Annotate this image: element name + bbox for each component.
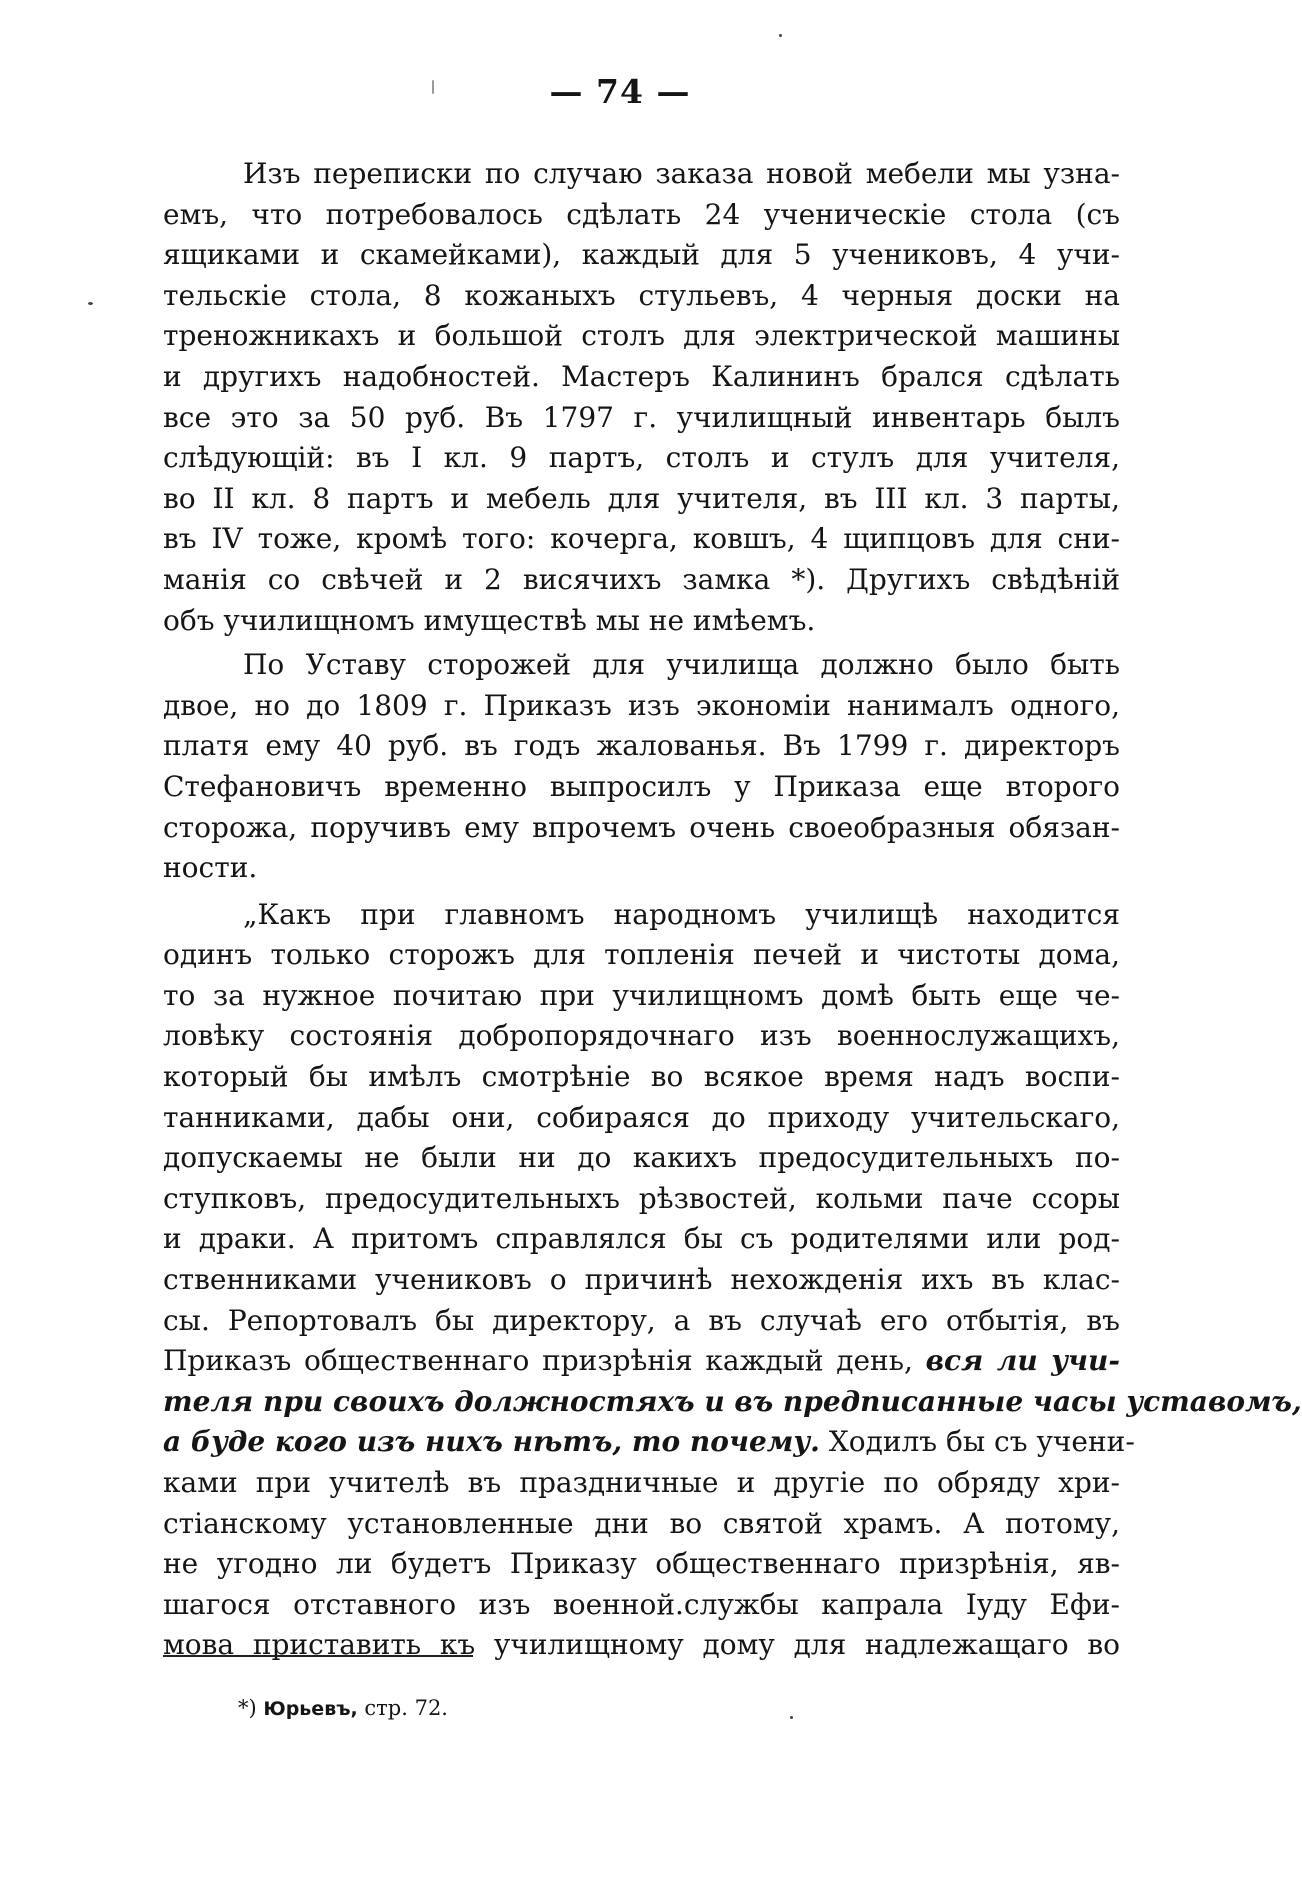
text-line: то за нужное почитаю при училищномъ домѣ быть еще че- xyxy=(163,978,1120,1012)
text-line: двое, но до 1809 г. Приказъ изъ экономіи нанималъ одного, xyxy=(163,688,1120,722)
text-line: сторожа, поручивъ ему впрочемъ очень своеобразныя обязан- xyxy=(163,810,1120,844)
text-line: который бы имѣлъ смотрѣніе во всякое время надъ воспи- xyxy=(163,1060,1120,1094)
footnote-reference: стр. 72. xyxy=(364,1696,448,1720)
text-line: ности. xyxy=(163,851,258,885)
scan-speck xyxy=(779,34,782,37)
footnote xyxy=(238,1696,448,1720)
text-line: ками при учителѣ въ праздничные и другіе по обряду хри- xyxy=(163,1466,1120,1499)
text-line: треножникахъ и большой столъ для электрической машины xyxy=(163,319,1120,353)
text-line: По Уставу сторожей для училища должно было быть xyxy=(243,648,1120,682)
text-line: допускаемы не были ни до какихъ предосудительныхъ по- xyxy=(163,1141,1120,1175)
text-line: и другихъ надобностей. Мастеръ Калининъ брался сдѣлать xyxy=(163,359,1120,393)
emphasized-text: теля при своихъ должностяхъ и въ предписанные часы уставомъ, xyxy=(163,1384,1302,1418)
text-line: Стефановичъ временно выпросилъ у Приказа еще второго xyxy=(163,769,1120,803)
text-segment: Ходилъ бы съ учени- xyxy=(828,1425,1135,1459)
text-line-mixed xyxy=(163,1341,1120,1382)
text-line: Изъ переписки по случаю заказа новой мебели мы узна- xyxy=(243,157,1120,190)
emphasized-text: вся ли учи- xyxy=(925,1344,1121,1378)
text-line: не угодно ли будетъ Приказу общественнаго призрѣнія, яв- xyxy=(163,1547,1120,1581)
text-line: „Какъ при главномъ народномъ училищѣ находится xyxy=(243,897,1120,931)
scan-speck xyxy=(790,1716,793,1719)
scan-speck xyxy=(88,302,93,305)
text-segment: Приказъ общественнаго призрѣнія каждый день, xyxy=(163,1344,913,1378)
text-line: объ училищномъ имуществѣ мы не имѣемъ. xyxy=(163,603,816,637)
text-line: одинъ только сторожъ для топленія печей и чистоты дома, xyxy=(163,938,1120,972)
text-line: слѣдующій: въ I кл. 9 партъ, столъ и стулъ для учителя, xyxy=(163,441,1120,475)
text-line: емъ, что потребовалось сдѣлать 24 ученическіе стола (съ xyxy=(163,197,1120,231)
text-line: въ IV тоже, кромѣ того: кочерга, ковшъ, 4 щипцовъ для сни- xyxy=(163,522,1120,556)
text-line: мова приставить къ училищному дому для надлежащаго во xyxy=(163,1628,1120,1662)
text-line: ящиками и скамейками), каждый для 5 учениковъ, 4 учи- xyxy=(163,238,1120,272)
body-text xyxy=(163,154,1302,1666)
text-line: ственниками учениковъ о причинѣ нехожденія ихъ въ клас- xyxy=(163,1263,1120,1297)
text-line: платя ему 40 руб. въ годъ жалованья. Въ 1799 г. директоръ xyxy=(163,729,1120,763)
text-line-mixed xyxy=(163,1422,1135,1463)
text-line: стіанскому установленные дни во святой храмъ. А потому, xyxy=(163,1506,1120,1540)
text-line: ступковъ, предосудительныхъ рѣзвостей, кольми паче ссоры xyxy=(163,1181,1120,1215)
text-line: шагося отставного изъ военной.службы капрала Іуду Ефи- xyxy=(163,1587,1120,1621)
text-line: сы. Репортовалъ бы директору, а въ случаѣ его отбытія, въ xyxy=(163,1303,1120,1337)
footnote-author: Юрьевъ, xyxy=(263,1698,358,1720)
scan-speck xyxy=(432,80,434,94)
text-line: тельскіе стола, 8 кожаныхъ стульевъ, 4 черныя доски на xyxy=(163,278,1120,312)
text-line: во II кл. 8 партъ и мебель для учителя, въ III кл. 3 парты, xyxy=(163,481,1120,515)
footnote-marker: *) xyxy=(238,1696,257,1720)
page-number: — 74 — xyxy=(549,72,691,111)
text-line: ловѣку состоянія добропорядочнаго изъ военнослужащихъ, xyxy=(163,1019,1120,1053)
emphasized-text: а буде кого изъ нихъ нѣтъ, то почему. xyxy=(163,1425,820,1459)
text-line: танниками, дабы они, собираяся до приходу учительскаго, xyxy=(163,1100,1120,1134)
text-line: манія со свѣчей и 2 висячихъ замка *). Другихъ свѣдѣній xyxy=(163,562,1120,596)
text-line: все это за 50 руб. Въ 1797 г. училищный инвентарь былъ xyxy=(163,400,1120,434)
text-line: и драки. А притомъ справлялся бы съ родителями или род- xyxy=(163,1222,1120,1256)
footnote-divider xyxy=(163,1655,473,1657)
